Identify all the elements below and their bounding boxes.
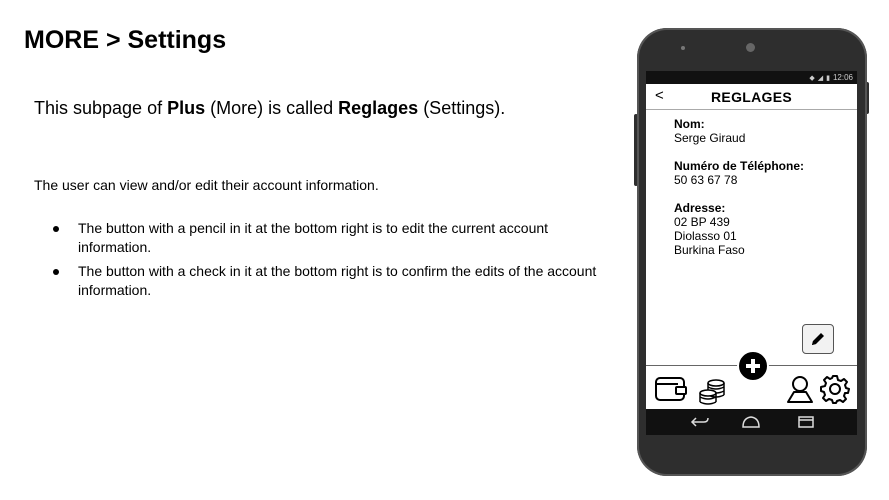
phone-mockup xyxy=(637,28,867,476)
plus-icon xyxy=(745,358,761,374)
phone-label: Numéro de Téléphone: xyxy=(674,159,805,173)
address-line: Diolasso 01 xyxy=(674,229,737,243)
page-title: MORE > Settings xyxy=(24,26,227,54)
bullet-item: The button with a pencil in it at the bottom right is to edit the current account information. xyxy=(78,219,598,257)
name-label: Nom: xyxy=(674,117,705,131)
intro-paragraph xyxy=(34,97,554,120)
back-icon[interactable] xyxy=(690,414,710,430)
address-line: Burkina Faso xyxy=(674,243,745,257)
home-icon[interactable] xyxy=(741,414,761,430)
name-field xyxy=(674,117,804,145)
phone-value: 50 63 67 78 xyxy=(674,173,738,187)
phone-sensor xyxy=(681,46,685,50)
gear-icon[interactable] xyxy=(820,374,850,404)
account-info xyxy=(674,117,804,271)
app-header xyxy=(646,84,857,110)
signal-icon: ◢ xyxy=(817,74,824,82)
phone-screen xyxy=(646,71,857,435)
wifi-icon: ◆ xyxy=(809,74,815,82)
status-bar xyxy=(646,71,857,84)
pencil-icon xyxy=(809,330,827,348)
bullet-list xyxy=(78,219,598,305)
name-value: Serge Giraud xyxy=(674,131,746,145)
intro-plus: Plus xyxy=(167,98,206,118)
bullet-item: The button with a check in it at the bottom right is to confirm the edits of the account information. xyxy=(78,263,597,298)
android-nav-bar xyxy=(646,409,857,435)
add-fab-button[interactable] xyxy=(737,350,769,382)
battery-icon: ▮ xyxy=(826,74,830,82)
wallet-icon[interactable] xyxy=(654,374,688,404)
intro-text: This subpage of xyxy=(34,98,168,118)
phone-field xyxy=(674,159,804,187)
edit-button[interactable] xyxy=(802,324,834,354)
address-label: Adresse: xyxy=(674,201,726,215)
back-button[interactable]: < xyxy=(655,87,664,104)
coins-icon[interactable] xyxy=(698,378,728,406)
address-line: 02 BP 439 xyxy=(674,215,730,229)
status-time: 12:06 xyxy=(832,73,853,82)
user-icon[interactable] xyxy=(786,374,814,404)
recents-icon[interactable] xyxy=(796,414,816,430)
screen-title: REGLAGES xyxy=(711,88,792,105)
intro-text: (Settings). xyxy=(418,98,506,118)
address-field xyxy=(674,201,804,257)
intro-text: (More) is called xyxy=(205,98,339,118)
phone-camera xyxy=(746,43,755,52)
description: The user can view and/or edit their account information. xyxy=(34,177,379,193)
intro-reglages: Reglages xyxy=(338,98,419,118)
